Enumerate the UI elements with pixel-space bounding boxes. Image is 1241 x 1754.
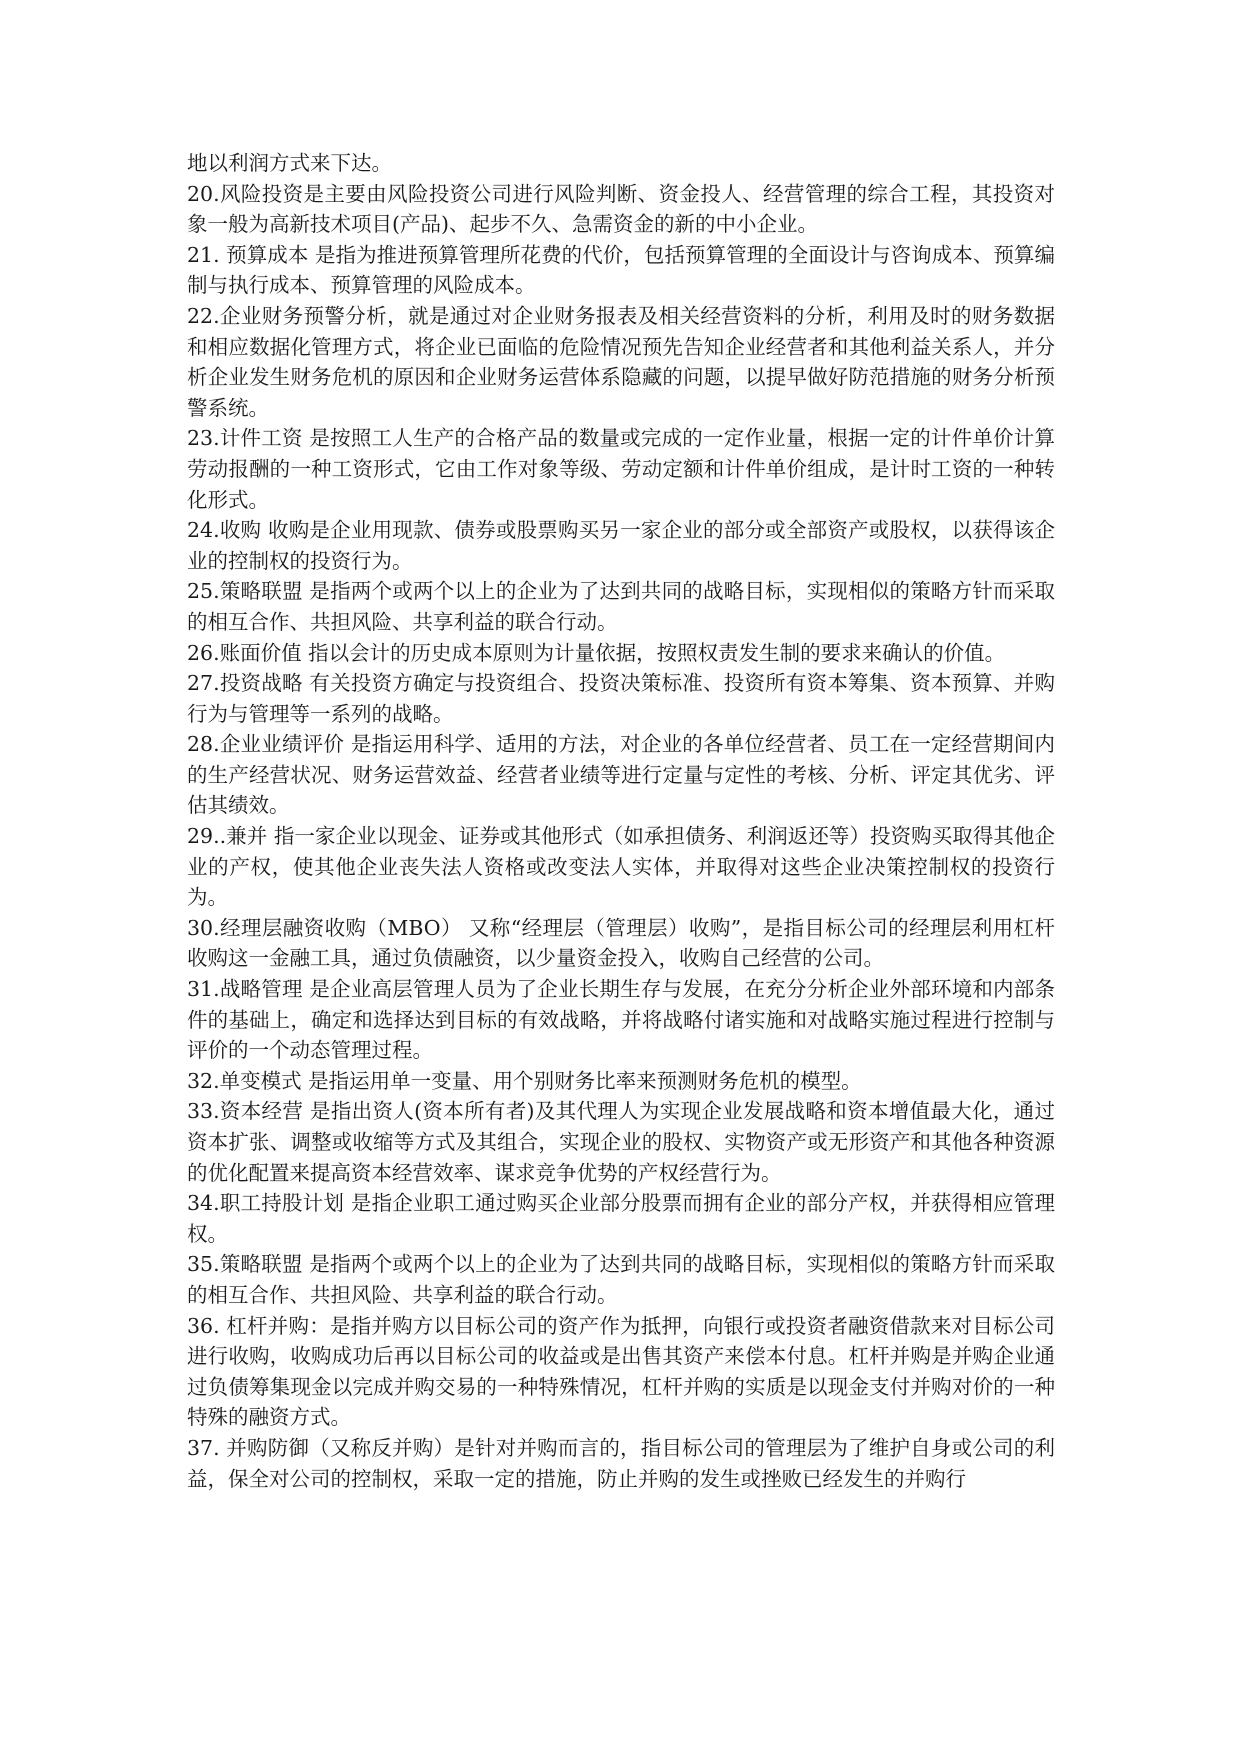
- paragraph-item-22: 22.企业财务预警分析，就是通过对企业财务报表及相关经营资料的分析，利用及时的财务数据和相应数据化管理方式，将企业已面临的危险情况预先告知企业经营者和其他利益关系人，并分析企业发生财务危机的原因和企业财务运营体系隐藏的问题，以提早做好防范措施的财务分析预警系统。: [187, 303, 1055, 420]
- paragraph-item-30: 30.经理层融资收购（MBO） 又称“经理层（管理层）收购”，是指目标公司的经理层利用杠杆收购这一金融工具，通过负债融资，以少量资金投入，收购自己经营的公司。: [187, 915, 1055, 971]
- paragraph-item-33: 33.资本经营 是指出资人(资本所有者)及其代理人为实现企业发展战略和资本增值最大化，通过资本扩张、调整或收缩等方式及其组合，实现企业的股权、实物资产或无形资产和其他各种资源的优化配置来提高资本经营效率、谋求竞争优势的产权经营行为。: [187, 1099, 1055, 1185]
- paragraph-item-31: 31.战略管理 是企业高层管理人员为了企业长期生存与发展，在充分分析企业外部环境和内部条件的基础上，确定和选择达到目标的有效战略，并将战略付诸实施和对战略实施过程进行控制与评价的一个动态管理过程。: [187, 977, 1055, 1063]
- paragraph-item-21: 21. 预算成本 是指为推进预算管理所花费的代价，包括预算管理的全面设计与咨询成本、预算编制与执行成本、预算管理的风险成本。: [187, 242, 1055, 298]
- paragraph-item-34: 34.职工持股计划 是指企业职工通过购买企业部分股票而拥有企业的部分产权，并获得相应管理权。: [187, 1191, 1055, 1246]
- paragraph-item-36: 36. 杠杆并购：是指并购方以目标公司的资产作为抵押，向银行或投资者融资借款来对目标公司进行收购，收购成功后再以目标公司的收益或是出售其资产来偿本付息。杠杆并购是并购企业通过负债筹集现金以完成并购交易的一种特殊情况，杠杆并购的实质是以现金支付并购对价的一种特殊的融资方式。: [187, 1313, 1055, 1430]
- paragraph-item-35: 35.策略联盟 是指两个或两个以上的企业为了达到共同的战略目标，实现相似的策略方针而采取的相互合作、共担风险、共享利益的联合行动。: [187, 1252, 1055, 1307]
- paragraph-continuation: 地以利润方式来下达。: [187, 151, 392, 175]
- paragraph-item-29: 29..兼并 指一家企业以现金、证券或其他形式（如承担债务、利润返还等）投资购买取得其他企业的产权，使其他企业丧失法人资格或改变法人实体，并取得对这些企业决策控制权的投资行为。: [187, 824, 1055, 910]
- paragraph-item-20: 20.风险投资是主要由风险投资公司进行风险判断、资金投人、经营管理的综合工程，其投资对象一般为高新技术项目(产品)、起步不久、急需资金的新的中小企业。: [187, 181, 1055, 237]
- paragraph-item-23: 23.计件工资 是按照工人生产的合格产品的数量或完成的一定作业量，根据一定的计件单价计算劳动报酬的一种工资形式，它由工作对象等级、劳动定额和计件单价组成，是计时工资的一种转化形式。: [187, 426, 1055, 512]
- paragraph-item-26: 26.账面价值 指以会计的历史成本原则为计量依据，按照权责发生制的要求来确认的价值。: [187, 640, 1006, 665]
- paragraph-item-28: 28.企业业绩评价 是指运用科学、适用的方法，对企业的各单位经营者、员工在一定经营期间内的生产经营状况、财务运营效益、经营者业绩等进行定量与定性的考核、分析、评定其优劣、评估其绩效。: [187, 732, 1055, 818]
- paragraph-item-25: 25.策略联盟 是指两个或两个以上的企业为了达到共同的战略目标，实现相似的策略方针而采取的相互合作、共担风险、共享利益的联合行动。: [187, 579, 1055, 634]
- document-body: [187, 148, 1055, 1494]
- paragraph-item-37: 37. 并购防御（又称反并购）是针对并购而言的，指目标公司的管理层为了维护自身或公司的利益，保全对公司的控制权，采取一定的措施，防止并购的发生或挫败已经发生的并购行: [187, 1435, 1055, 1491]
- paragraph-item-24: 24.收购 收购是企业用现款、债券或股票购买另一家企业的部分或全部资产或股权，以获得该企业的控制权的投资行为。: [187, 518, 1055, 573]
- paragraph-item-32: 32.单变模式 是指运用单一变量、用个别财务比率来预测财务危机的模型。: [187, 1068, 862, 1093]
- paragraph-item-27: 27.投资战略 有关投资方确定与投资组合、投资决策标准、投资所有资本筹集、资本预算、并购行为与管理等一系列的战略。: [187, 671, 1055, 726]
